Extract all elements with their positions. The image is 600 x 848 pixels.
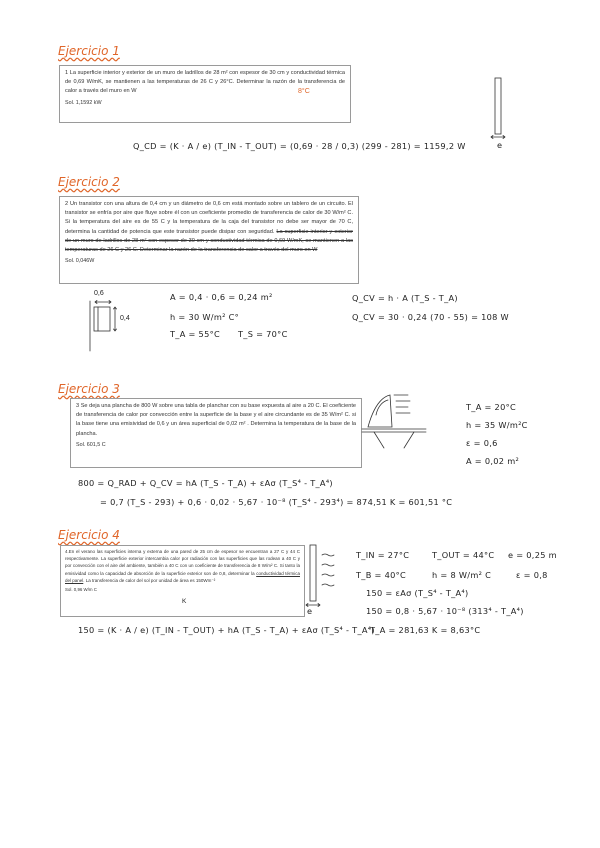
ex2-ts: T_S = 70°C: [238, 329, 288, 339]
ex4-wall-label: e: [307, 606, 313, 616]
ex4-solution: Sol. 0,96 W/m C: [65, 586, 97, 592]
ex1-solution: Sol. 1,1592 kW: [65, 99, 102, 106]
ex4-h: h = 8 W/m² C: [432, 570, 492, 580]
ex2-area: A = 0,4 · 0,6 = 0,24 m²: [170, 292, 273, 302]
ex4-eq-a: 150 = εAσ (T_S⁴ - T_A⁴): [366, 588, 469, 598]
ex3-eq2: = 0,7 (T_S - 293) + 0,6 · 0,02 · 5,67 · 10⁻⁸ (T_S⁴ - 293⁴) = 874,51 K = 601,51 °C: [100, 497, 453, 507]
ex4-main-equation: 150 = (K · A / e) (T_IN - T_OUT) + hA (T_S - T_A) + εAσ (T_S⁴ - T_A⁴): [78, 625, 375, 635]
ex3-title: Ejercicio 3: [58, 382, 120, 396]
ex4-tb: T_B = 40°C: [356, 570, 407, 580]
ex4-statement-b: . La transferencia de calor del sol por unidad de área es 150Wm⁻²: [83, 577, 216, 583]
ex4-result: T_A = 281,63 K = 8,63°C: [370, 625, 481, 635]
ex1-title: Ejercicio 1: [58, 44, 120, 58]
ex2-qcv-value: Q_CV = 30 · 0,24 (70 - 55) = 108 W: [352, 312, 509, 322]
ex4-title: Ejercicio 4: [58, 528, 120, 542]
ex2-statement-box: [59, 196, 359, 284]
ex2-qcv-formula: Q_CV = h · A (T_S - T_A): [352, 293, 458, 303]
ex3-statement-box: [70, 398, 362, 468]
ex2-statement: 2 Un transistor con una altura de 0,4 cm y un diámetro de 0,6 cm está montado sobre un tablero de un circuito. El transistor se enfría por aire que fluye sobre él con un coeficiente promedio de transferencia de calor de 30 W/m² C. Si la temperatura del aire es de 55 C y la temperatura de la caja del transistor no debe ser mayor de 70 C, determina la cantidad de potencia que este transistor puede disipar con seguridad.: [65, 201, 353, 235]
ex3-area: A = 0,02 m²: [466, 456, 520, 466]
ex4-k-mark: K: [182, 598, 187, 605]
ex2-title: Ejercicio 2: [58, 175, 120, 189]
ex3-iron-drawing: [360, 385, 440, 450]
ex4-thickness: e = 0,25 m: [508, 550, 557, 560]
ex3-h: h = 35 W/m²C: [466, 420, 528, 430]
ex1-wall-label: e: [497, 140, 503, 150]
ex4-statement-box: [60, 545, 305, 617]
ex2-solution: Sol. 0,046W: [65, 258, 95, 265]
ex3-eps: ε = 0,6: [466, 438, 498, 448]
ex3-statement: 3 Se deja una plancha de 800 W sobre una tabla de planchar con su base expuesta al aire a 20 C. El coeficiente de transferencia de calor por convección entre la superficie de la base y el aire circundante es de 35 W/m² C. si la base tiene una emisividad de 0,6 y un área superficial de 0,02 m² . Determina la temperatura de la base de la plancha.: [76, 403, 356, 437]
ex1-equation: Q_CD = (K · A / e) (T_IN - T_OUT) = (0,69 · 28 / 0,3) (299 - 281) = 1159,2 W: [133, 141, 466, 151]
ex4-eps: ε = 0,8: [516, 570, 548, 580]
ex2-dim-side: 0,4: [120, 315, 130, 322]
ex4-statement-a: 4.En el verano las superficies interna y externa de una pared de 25 cm de espesor se encuentran a 27 C y 44 C respectivamente. La superficie exterior intercambia calor por radiación con las superficies que las rodean a 40 C y por convección con el aire del ambiente, también a 40 C con un coeficiente de transferencia de 8 W/m² C. Si tanto la emisividad como la capacidad de absorción de la superficie exterior son de 0,8, determinar la: [65, 549, 300, 576]
ex3-eq1: 800 = Q_RAD + Q_CV = hA (T_S - T_A) + εAσ (T_S⁴ - T_A⁴): [78, 478, 333, 488]
ex2-transistor-drawing: [85, 293, 135, 355]
ex4-eq-b: 150 = 0,8 · 5,67 · 10⁻⁸ (313⁴ - T_A⁴): [366, 606, 524, 616]
ex2-h: h = 30 W/m² C°: [170, 312, 240, 322]
ex1-note: 8°C: [298, 88, 310, 95]
ex1-wall-drawing: [490, 78, 510, 148]
ex4-statement-underlined: conductividad térmica del panel: [65, 570, 300, 583]
ex3-solution: Sol. 601,5 C: [76, 441, 106, 448]
ex1-statement: 1 La superficie interior y exterior de un muro de ladrillos de 28 m² con espesor de 30 cm y conductividad térmica de 0,69 W/mK, se mantienen a las temperaturas de 26 C y 26°C. Determinar la razón de la transferencia de calor a través del muro en W: [65, 70, 345, 95]
ex2-ta: T_A = 55°C: [170, 329, 220, 339]
ex2-struck-text: La superficie interior y exterior de un muro de ladrillos de 28 m² con espesor de 30 cm y conductividad térmica de 0,69 W/mK, se mantienen a las temperaturas de 26 C y 26 C. Determinar la razón de la transferencia de calor a través del muro en W: [65, 228, 353, 254]
ex3-ta: T_A = 20°C: [466, 402, 516, 412]
ex4-tin: T_IN = 27°C: [356, 550, 410, 560]
ex4-tout: T_OUT = 44°C: [432, 550, 495, 560]
ex2-dim-top: 0,6: [94, 290, 104, 297]
